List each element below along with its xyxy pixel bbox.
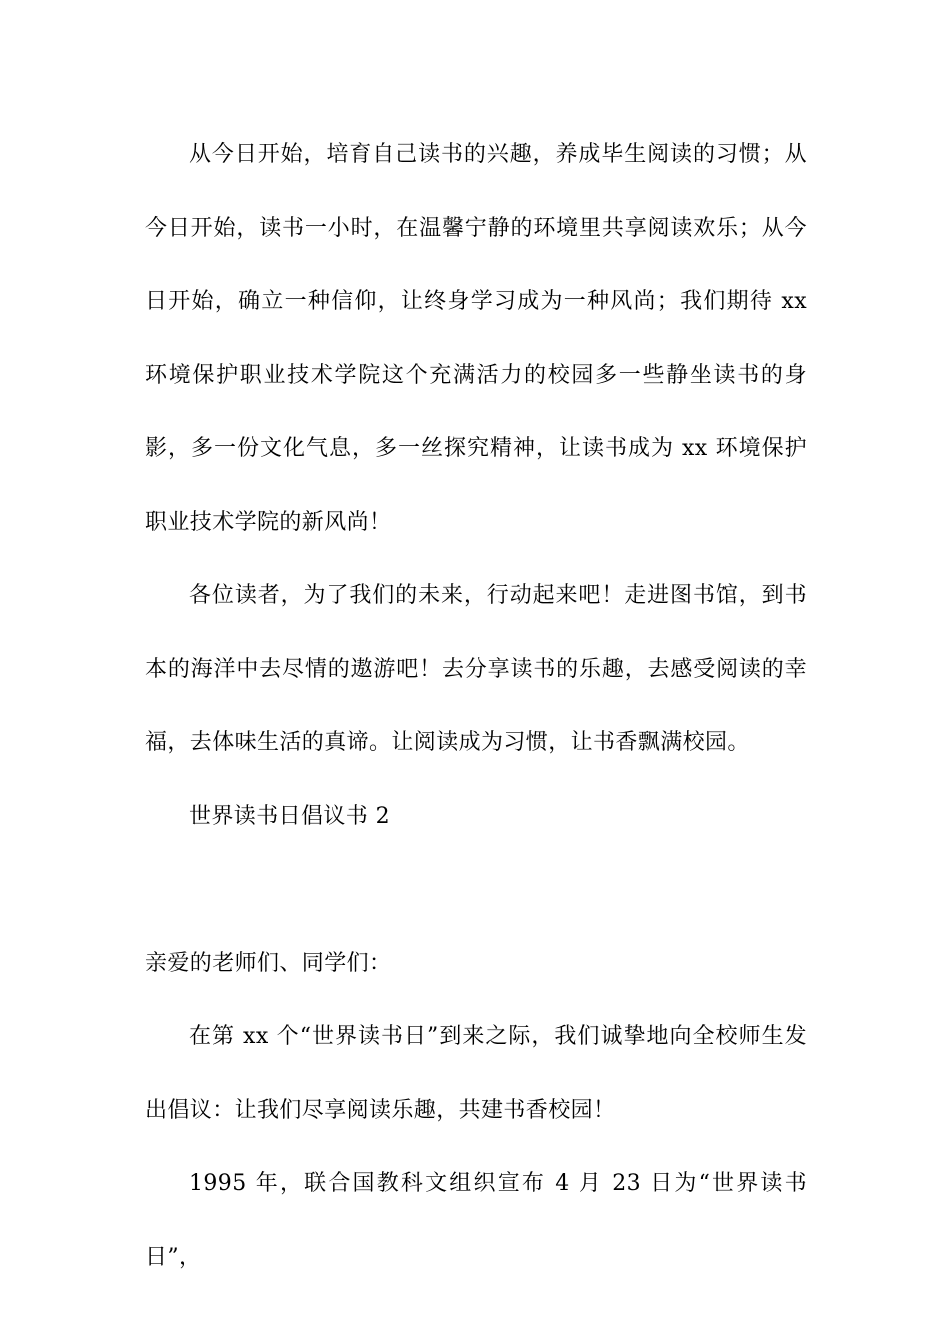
paragraph-history: 1995 年，联合国教科文组织宣布 4 月 23 日为“世界读书日”， (145, 1171, 807, 1270)
document-body (145, 118, 807, 1294)
paragraph-call-to-action: 各位读者，为了我们的未来，行动起来吧！走进图书馆，到书本的海洋中去尽情的遨游吧！去分享读书的乐趣，去感受阅读的幸福，去体味生活的真谛。让阅读成为习惯，让书香飘满校园。 (145, 583, 807, 755)
section-title: 世界读书日倡议书 2 (189, 803, 390, 829)
paragraph-proposal: 在第 xx 个“世界读书日”到来之际，我们诚挚地向全校师生发出倡议：让我们尽享阅读乐趣，共建书香校园！ (145, 1024, 807, 1123)
paragraph-reading-habit: 从今日开始，培育自己读书的兴趣，养成毕生阅读的习惯；从今日开始，读书一小时，在温馨宁静的环境里共享阅读欢乐；从今日开始，确立一种信仰，让终身学习成为一种风尚；我们期待 xx 环境保护职业技术学院这个充满活力的校园多一些静坐读书的身影，多一份文化气息，多一丝探究精神，让读书成为 xx 环境保护职业技术学院的新风尚！ (145, 142, 807, 535)
blank-line (145, 853, 807, 927)
salutation: 亲爱的老师们、同学们： (145, 950, 392, 976)
